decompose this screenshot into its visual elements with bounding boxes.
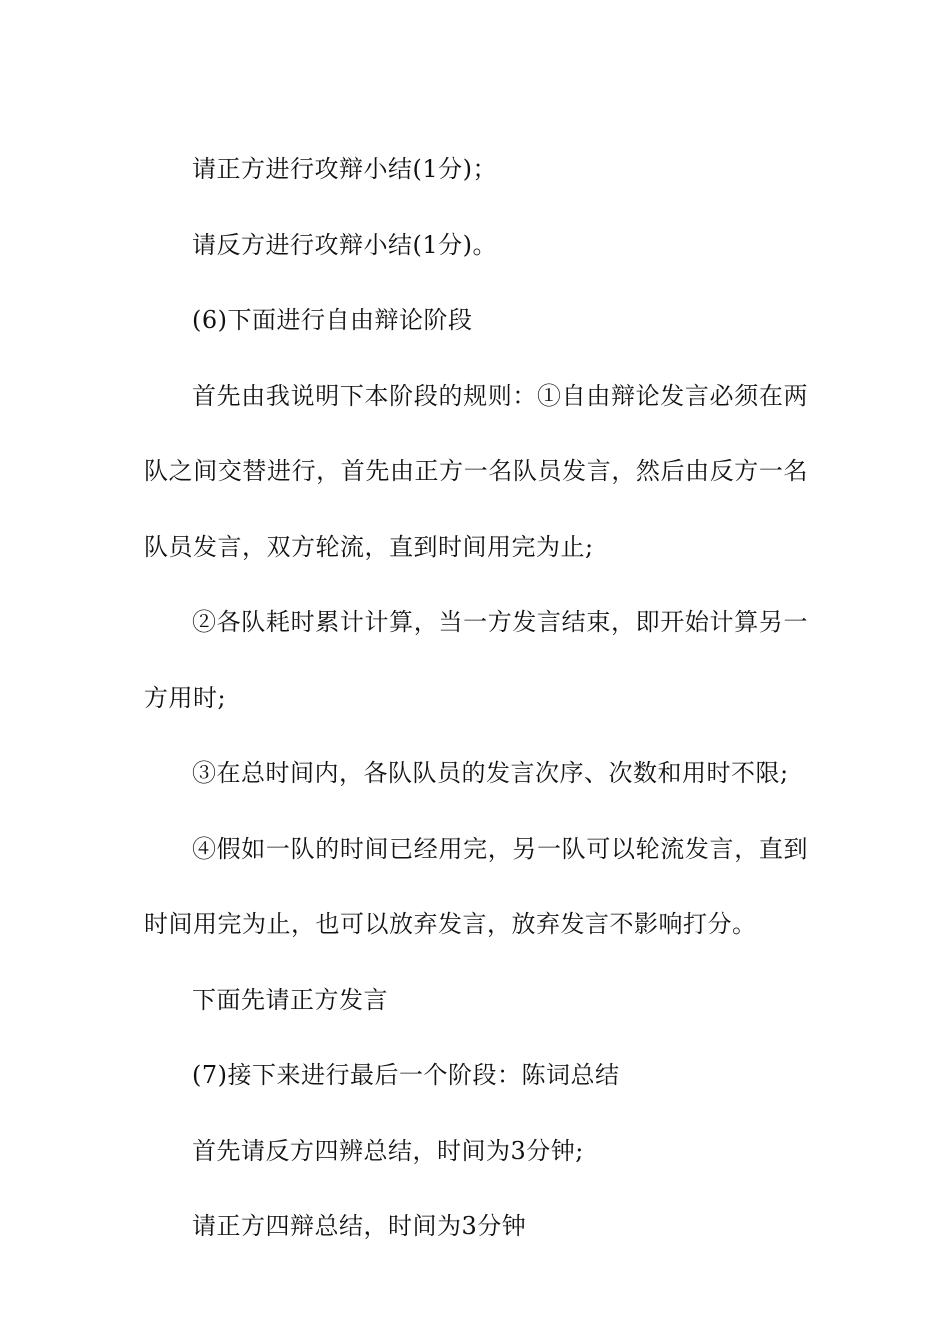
paragraph-affirmative-closing: 请正方四辩总结，时间为3分钟 [192, 1212, 527, 1240]
paragraph-closing-heading: (7)接下来进行最后一个阶段：陈词总结 [192, 1061, 620, 1089]
paragraph-free-debate-heading: (6)下面进行自由辩论阶段 [192, 306, 473, 334]
paragraph-negative-closing: 首先请反方四辨总结，时间为3分钟; [192, 1136, 584, 1165]
paragraph-negative-summary: 请反方进行攻辩小结(1分)。 [192, 230, 497, 259]
document-body [144, 132, 808, 1265]
paragraph-rule-1: 首先由我说明下本阶段的规则：①自由辩论发言必须在两队之间交替进行，首先由正方一名队员发言，然后由反方一名队员发言，双方轮流，直到时间用完为止; [144, 381, 808, 561]
paragraph-affirmative-start: 下面先请正方发言 [192, 985, 388, 1014]
paragraph-affirmative-summary: 请正方进行攻辩小结(1分)； [192, 155, 497, 183]
paragraph-rule-2: ②各队耗时累计计算，当一方发言结束，即开始计算另一方用时; [144, 608, 808, 712]
paragraph-rule-3: ③在总时间内，各队队员的发言次序、次数和用时不限; [192, 759, 789, 787]
paragraph-rule-4: ④假如一队的时间已经用完，另一队可以轮流发言，直到时间用完为止，也可以放弃发言，放弃发言不影响打分。 [144, 834, 808, 938]
